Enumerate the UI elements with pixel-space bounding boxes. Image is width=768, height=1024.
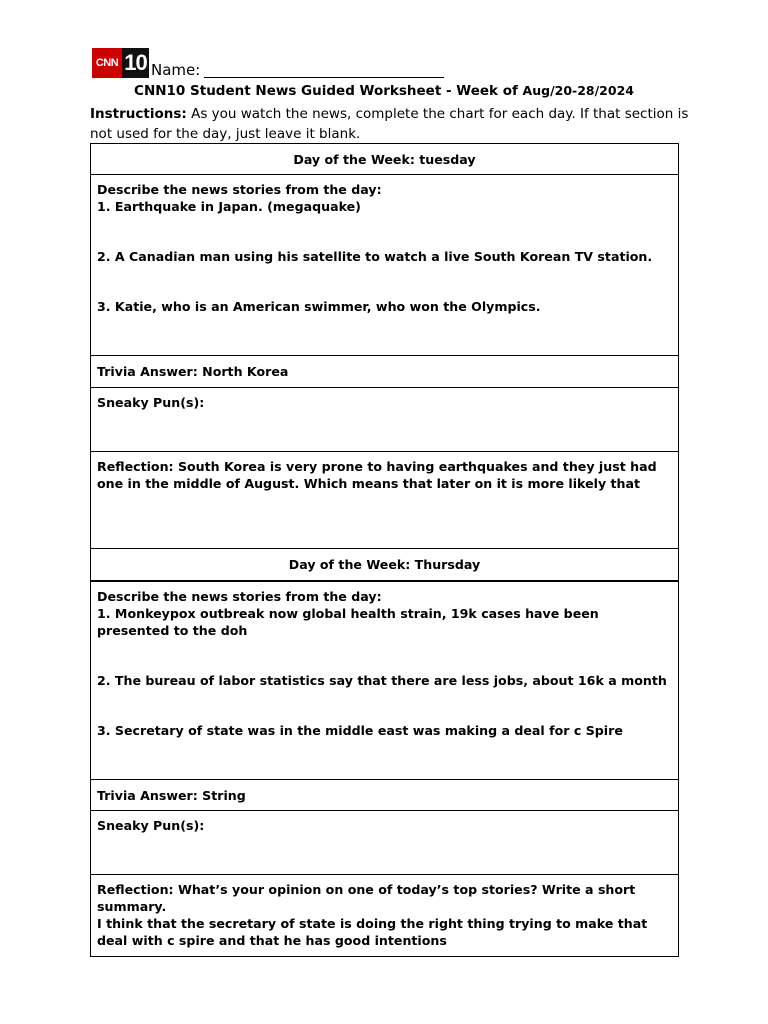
puns-cell[interactable] <box>91 811 679 875</box>
sneaky-puns-label: Sneaky Pun(s): <box>97 818 205 833</box>
cnn10-logo <box>92 48 149 78</box>
stories-heading: Describe the news stories from the day: <box>97 588 382 604</box>
trivia-cell[interactable] <box>91 780 679 811</box>
puns-cell[interactable] <box>91 388 679 452</box>
reflection-text: Reflection: What’s your opinion on one of today’s top stories? Write a short summary. <box>97 882 636 914</box>
name-field-line[interactable] <box>204 65 444 78</box>
day-heading: Day of the Week: tuesday <box>91 144 679 175</box>
logo-ten-block: 10 <box>122 48 149 78</box>
sneaky-puns-label: Sneaky Pun(s): <box>97 395 205 410</box>
title-week: Aug/20-28/2024 <box>522 83 634 98</box>
trivia-answer: Trivia Answer: North Korea <box>97 364 289 379</box>
trivia-cell[interactable] <box>91 356 679 388</box>
instructions <box>90 104 690 144</box>
reflection-text: Reflection: South Korea is very prone to having earthquakes and they just had one in the middle of August. Which means that later on it is more likely that <box>97 459 657 491</box>
worksheet-table <box>90 143 679 957</box>
worksheet-title <box>0 83 768 99</box>
reflection-answer: I think that the secretary of state is doing the right thing trying to make that deal with c spire and that he has good intentions <box>97 916 648 948</box>
story-2: 2. The bureau of labor statistics say that there are less jobs, about 16k a month <box>97 672 667 688</box>
story-2: 2. A Canadian man using his satellite to watch a live South Korean TV station. <box>97 249 653 264</box>
instructions-text: As you watch the news, complete the chart for each day. If that section is not used for the day, just leave it blank. <box>90 106 689 142</box>
title-text: CNN10 Student News Guided Worksheet - Week of <box>134 83 523 99</box>
stories-heading: Describe the news stories from the day: <box>97 182 382 197</box>
story-3: 3. Secretary of state was in the middle east was making a deal for c Spire <box>97 722 623 738</box>
story-3: 3. Katie, who is an American swimmer, who won the Olympics. <box>97 299 541 314</box>
stories-cell[interactable] <box>91 175 679 356</box>
reflection-cell[interactable] <box>91 452 679 549</box>
day-heading: Day of the Week: Thursday <box>91 549 679 581</box>
stories-cell[interactable] <box>91 581 679 780</box>
instructions-label: Instructions: <box>90 106 187 122</box>
reflection-cell[interactable] <box>91 875 679 957</box>
trivia-answer: Trivia Answer: String <box>97 787 246 803</box>
name-label: Name: <box>151 61 201 79</box>
logo-cnn-block: CNN <box>92 48 122 78</box>
header-row <box>92 48 444 78</box>
story-1: 1. Earthquake in Japan. (megaquake) <box>97 199 361 214</box>
story-1: 1. Monkeypox outbreak now global health strain, 19k cases have been presented to the doh <box>97 605 599 638</box>
